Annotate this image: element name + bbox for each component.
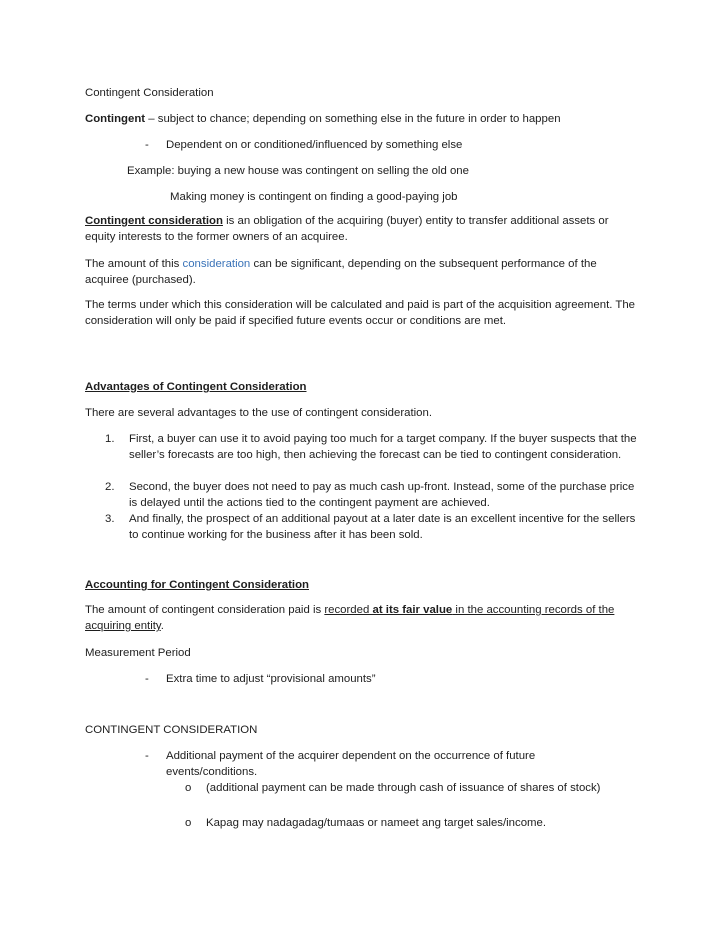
advantage-number-3: 3. [105, 513, 115, 525]
advantage-item-3: And finally, the prospect of an additional payout at a later date is an excellent incentive for the sellers to continue working for the business after it has been sold. [129, 513, 636, 541]
advantage-item-2: Second, the buyer does not need to pay as much cash up-front. Instead, some of the purchase price is delayed until the actions tied to the contingent payment are achieved. [129, 481, 635, 509]
definition-text: – subject to chance; depending on something else in the future in order to happen [145, 113, 561, 125]
advantages-intro: There are several advantages to the use of contingent consideration. [85, 407, 433, 419]
doc-title: Contingent Consideration [85, 87, 214, 99]
dash-bullet: - [145, 673, 149, 685]
dependent-bullet-text: Dependent on or conditioned/influenced by something else [166, 139, 463, 151]
accounting-paragraph [85, 602, 625, 634]
accounting-underline-1: recorded [324, 604, 373, 616]
consideration-link[interactable]: consideration [182, 258, 251, 270]
accounting-underline-2: in the accounting records of the acquiring entity [85, 604, 615, 632]
advantage-item-1: First, a buyer can use it to avoid paying too much for a target company. If the buyer suspects that the seller’s forecasts are too high, then achieving the forecast can be tied to contingent consideration. [129, 433, 637, 461]
measurement-period-label: Measurement Period [85, 647, 191, 659]
measurement-item: Extra time to adjust “provisional amounts” [166, 673, 376, 685]
definition-term: Contingent [85, 113, 146, 125]
fair-value-phrase: at its fair value [372, 604, 453, 616]
advantage-number-2: 2. [105, 481, 115, 493]
amount-paragraph [85, 256, 640, 288]
definition-line [85, 111, 561, 127]
accounting-heading: Accounting for Contingent Consideration [85, 579, 309, 591]
para1-term: Contingent consideration [85, 215, 223, 227]
example-line-2: Making money is contingent on finding a good-paying job [170, 191, 458, 203]
example-line-1: Example: buying a new house was contingent on selling the old one [127, 165, 469, 177]
contingent-consideration-paragraph [85, 213, 640, 245]
advantages-heading: Advantages of Contingent Consideration [85, 381, 307, 393]
circle-bullet: o [185, 782, 192, 794]
para2-before: The amount of this [85, 258, 183, 270]
accounting-text-after: . [160, 620, 164, 632]
circle-bullet: o [185, 817, 192, 829]
para2-after: can be significant, depending on the subsequent performance of the acquiree (purchased). [85, 258, 597, 286]
caps-item: Additional payment of the acquirer dependent on the occurrence of future events/conditions. [166, 750, 536, 778]
para1-text: is an obligation of the acquiring (buyer) entity to transfer additional assets or equity interests to the former owners of an acquiree. [85, 215, 609, 243]
accounting-text-before: The amount of contingent consideration paid is [85, 604, 325, 616]
dash-bullet: - [145, 139, 149, 151]
terms-paragraph: The terms under which this consideration will be calculated and paid is part of the acquisition agreement. The consideration will only be paid if specified future events occur or conditions are met. [85, 299, 636, 327]
caps-subitem-2: Kapag may nadagadag/tumaas or nameet ang target sales/income. [206, 817, 547, 829]
dash-bullet: - [145, 750, 149, 762]
advantage-number-1: 1. [105, 433, 115, 445]
caps-subitem-1: (additional payment can be made through cash of issuance of shares of stock) [206, 782, 601, 794]
caps-heading: CONTINGENT CONSIDERATION [85, 724, 258, 736]
